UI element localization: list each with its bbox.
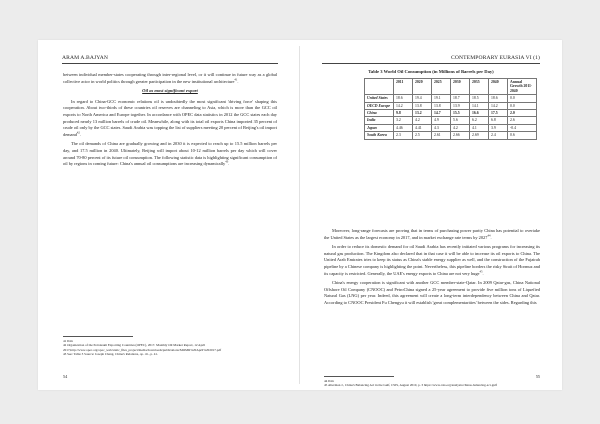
footnote: 45 Alterman J., China's Balancing Act in the Gulf, CSIS, August 2010, p. 3 https://www.csis.org/analysis/chinas-balancing-act-gulf	[324, 383, 498, 388]
table-cell: 4.1	[470, 124, 489, 131]
footnote: 41 Ibid.	[63, 339, 74, 343]
footnote-ref[interactable]: 43	[225, 159, 229, 164]
footnote-ref[interactable]: 41	[234, 77, 238, 82]
table-cell: 18.6	[489, 95, 508, 102]
table-cell: 2.69	[470, 132, 489, 139]
table-cell: China	[365, 110, 394, 117]
table-header-cell: 2040	[489, 79, 508, 95]
paragraph-text: between individual member-states cooperating through inter-regional level, or it will continue in future way as a global collective actor in world politics through greater participation in the new institutional architecture	[63, 72, 277, 84]
paragraph: In order to reduce its domestic demand for oil Saudi Arabia has recently initiated various programs for increasing its natural gas production. The Kingdom also declared that in that case it will be able to increase its oil exports to China. The United Arab Emirates tries to keep its status as China's stable energy supplier as well, and the construction of the Fujairah pipeline by a Chinese company is highlighting the point. Nevertheless, this pipeline borders the risky Strait of Hormuz and its capacity is restricted. Generally, the UAE's energy exports to China are not very huge$^{45}$.	[324, 244, 540, 276]
table-cell: 17.5	[489, 110, 508, 117]
table-cell: 19.4	[413, 95, 432, 102]
table-cell: 3.2	[394, 117, 413, 124]
table-header-row	[365, 79, 537, 95]
table-cell: Japan	[365, 124, 394, 131]
table-cell: 2.6	[508, 117, 537, 124]
footnote-ref[interactable]: 44	[487, 233, 491, 238]
table-cell: 13.9	[451, 102, 470, 109]
header-rule-right	[322, 63, 540, 64]
table-cell: 16.6	[470, 110, 489, 117]
table-header-cell: 2035	[470, 79, 489, 95]
table-header-cell: 2020	[413, 79, 432, 95]
table-cell: 6.8	[489, 117, 508, 124]
table-cell: 18.7	[451, 95, 470, 102]
table-cell: 0.0	[508, 95, 537, 102]
table-title: Table 3 World Oil Consumption (in Millions of Barrels per Day)	[368, 69, 494, 74]
table-cell: 9.8	[394, 110, 413, 117]
table-row	[365, 110, 537, 117]
header-rule-left	[62, 63, 278, 64]
table-cell: 14.2	[489, 102, 508, 109]
table-cell: 4.3	[432, 124, 451, 131]
footnote: 43 See: Table 3 Source: Joseph Chang, China's Relations, op. cit., p. 41.	[63, 352, 158, 357]
table-header-cell: 2030	[451, 79, 470, 95]
table-header-cell: 2025	[432, 79, 451, 95]
right-page	[300, 40, 562, 390]
table-cell: 13.2	[413, 110, 432, 117]
table-cell: 14.1	[470, 102, 489, 109]
table-row	[365, 102, 537, 109]
table-cell: OECD Europe	[365, 102, 394, 109]
table-cell: 18.5	[470, 95, 489, 102]
paragraph-text: In regard to China-GCC economic relations oil is undoubtedly the most significant 'driving force' shaping this cooperation. About two-thirds of these countries oil reserves are channeling to Asia, which is more than the GCC oil exports to North America and Europe together. In accordance with OPEC data statistics in 2012 the GCC states each day produced nearly 13 million barrels of crude oil. Meanwhile, along with its total oil exports China imported 35 percent of crude oil only by the GCC states. Saudi Arabia was topping the list of suppliers meeting 20 percent of Beijing's oil import demand	[63, 98, 277, 137]
oil-consumption-table	[364, 78, 537, 140]
table-cell: 0.6	[508, 132, 537, 139]
table-cell: South Korea	[365, 132, 394, 139]
footnote-rule	[63, 336, 133, 337]
table-cell: 4.41	[413, 124, 432, 131]
table-cell: India	[365, 117, 394, 124]
footnotes-left	[63, 336, 277, 357]
table-cell: United States	[365, 95, 394, 102]
table-cell: 5.6	[451, 117, 470, 124]
page-number-right: 55	[535, 374, 540, 379]
table-cell: 2.3	[394, 132, 413, 139]
page-number-left: 54	[63, 374, 68, 379]
table-cell: 2.4	[489, 132, 508, 139]
table-cell: 13.8	[413, 102, 432, 109]
paragraph: between individual member-states cooperating through inter-regional level, or it will continue in future way as a global collective actor in world politics through greater participation in the new institutional architecture$^{41}$.	[63, 72, 277, 84]
footnotes-right	[324, 376, 540, 388]
table-cell: 4.2	[451, 124, 470, 131]
table-cell: 3.9	[489, 124, 508, 131]
table-cell: 6.2	[470, 117, 489, 124]
table-cell: -0.4	[508, 124, 537, 131]
table-cell: 18.6	[394, 95, 413, 102]
paragraph-text: The oil demands of China are gradually growing and in 2030 it is expected to reach up to 15.5 million barrels per day, and 17.5 million in 2040. Ultimately, Beijing will import about 10-12 million barrels per day which will cover around 70-80 percent of its future oil consumption. The following statistic data is highlighting significant consumption of oil by regions in coming future: China's annual oil consumptions are increasing dynamically	[63, 141, 277, 167]
table-row	[365, 95, 537, 102]
table-header-cell: Annual Growth 2011-2040	[508, 79, 537, 95]
table-cell: 14.2	[394, 102, 413, 109]
footnote: 42 Organization of the Petroleum Exporting Countries (OPEC), 2017. Monthly Oil Market Report, 12 April 2017,http://www.opec.org/opec_web/static_files_project/media/downloads/publications/MOMR%20April%202017.pdf	[63, 343, 222, 352]
table-row	[365, 124, 537, 131]
footnote: 44 Ibid.	[324, 379, 335, 383]
footnote-rule	[324, 376, 394, 377]
footnote-ref[interactable]: 42	[76, 130, 80, 135]
table-cell: 2.0	[508, 110, 537, 117]
section-heading: Oil as most significant export	[142, 88, 198, 94]
table-cell: 2.5	[413, 132, 432, 139]
table-cell: 2.61	[432, 132, 451, 139]
paragraph-text: China's energy cooperation is significant with another GCC member-state-Qatar. In 2009 Qatar-gas, China National Offshore Oil Company (CNOOC) and PetroChina signed a 25-year agreement to provide five million tons of Liquefied Natural Gas (LNG) per year. Indeed, this agreement will create a long-term interdependency between China and Qatar. According to CNOOC President Fu Chengyu it will establish 'great complementarities' between the sides. Regarding this	[324, 280, 540, 305]
running-head-right: CONTEMPORARY EURASIA VI (1)	[451, 55, 540, 61]
table-header-cell: 2011	[394, 79, 413, 95]
book-spread	[38, 40, 562, 390]
paragraph	[324, 280, 540, 306]
paragraph: Moreover, long-range forecasts are proving that in terms of purchasing power parity China has potential to overtake the United States as the largest economy in 2017, and in market exchange rate terms by 2027$^{44}$.	[324, 228, 540, 240]
table-cell: 4.46	[394, 124, 413, 131]
table-cell: 13.8	[432, 102, 451, 109]
table-cell: 2.66	[451, 132, 470, 139]
paragraph-text: Moreover, long-range forecasts are proving that in terms of purchasing power parity China has potential to overtake the United States as the largest economy in 2017, and in market exchange rate terms by 2027	[324, 228, 540, 240]
left-page	[38, 40, 300, 390]
table-row	[365, 117, 537, 124]
paragraph-text: In order to reduce its domestic demand for oil Saudi Arabia has recently initiated various programs for increasing its natural gas production. The Kingdom also declared that in that case it will be able to increase its oil exports to China. The United Arab Emirates tries to keep its status as China's stable energy supplier as well, and the construction of the Fujairah pipeline by a Chinese company is highlighting the point. Nevertheless, this pipeline borders the risky Strait of Hormuz and its capacity is restricted. Generally, the UAE's energy exports to China are not very huge	[324, 244, 540, 276]
paragraph: The oil demands of China are gradually growing and in 2030 it is expected to reach up to 15.5 million barrels per day, and 17.5 million in 2040. Ultimately, Beijing will import about 10-12 million barrels per day which will cover around 70-80 percent of its future oil consumption. The following statistic data is highlighting significant consumption of oil by regions in coming future: China's annual oil consumptions are increasing dynamically$^{43}$.	[63, 141, 277, 167]
table-cell: 4.2	[413, 117, 432, 124]
right-body-text	[324, 228, 540, 310]
paragraph: In regard to China-GCC economic relations oil is undoubtedly the most significant 'driving force' shaping this cooperation. About two-thirds of these countries oil reserves are channeling to Asia, which is more than the GCC oil exports to North America and Europe together. In accordance with OPEC data statistics in 2012 the GCC states each day produced nearly 13 million barrels of crude oil. Meanwhile, along with its total oil exports China imported 35 percent of crude oil only by the GCC states. Saudi Arabia was topping the list of suppliers meeting 20 percent of Beijing's oil import demand$^{42}$.	[63, 98, 277, 137]
table-cell: 15.5	[451, 110, 470, 117]
table-cell: 0.0	[508, 102, 537, 109]
running-head-left: ARAM A.BAJYAN	[62, 55, 109, 61]
footnote-ref[interactable]: 45	[479, 269, 483, 274]
table-row	[365, 132, 537, 139]
table-cell: 4.9	[432, 117, 451, 124]
left-body-text	[63, 72, 277, 171]
table-cell: 19.1	[432, 95, 451, 102]
table-header-cell	[365, 79, 394, 95]
table-cell: 14.7	[432, 110, 451, 117]
